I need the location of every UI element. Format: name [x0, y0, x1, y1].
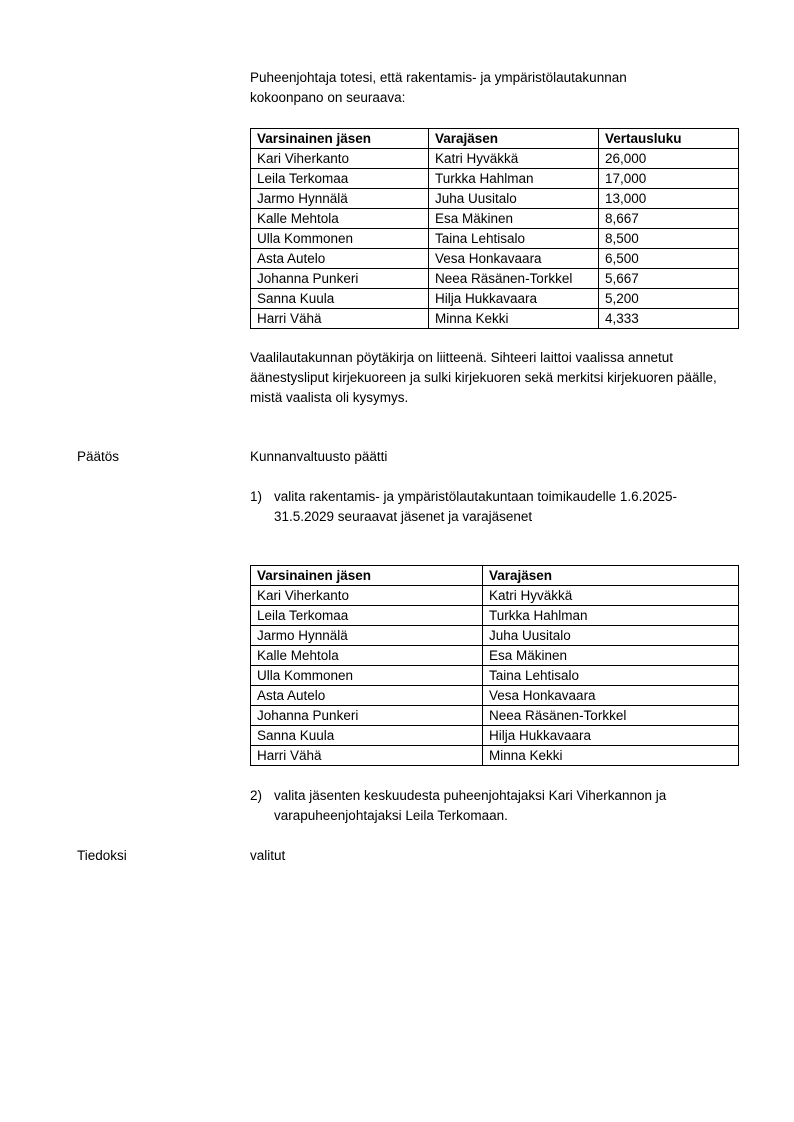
- table-cell: Esa Mäkinen: [483, 646, 739, 666]
- table-cell: 4,333: [599, 309, 739, 329]
- table-cell: Kari Viherkanto: [251, 586, 483, 606]
- table-cell: Turkka Hahlman: [429, 169, 599, 189]
- composition-table: [250, 128, 739, 329]
- table-cell: 8,500: [599, 229, 739, 249]
- table-cell: Taina Lehtisalo: [483, 666, 739, 686]
- table-cell: Kalle Mehtola: [251, 646, 483, 666]
- column-header: Varajäsen: [483, 566, 739, 586]
- table-row: [251, 249, 739, 269]
- table-cell: Harri Vähä: [251, 746, 483, 766]
- table-cell: Kari Viherkanto: [251, 149, 429, 169]
- table-cell: Hilja Hukkavaara: [429, 289, 599, 309]
- table-cell: Leila Terkomaa: [251, 169, 429, 189]
- members-table-body: [251, 586, 739, 766]
- column-header: Vertausluku: [599, 129, 739, 149]
- table-cell: 5,200: [599, 289, 739, 309]
- table-cell: Kalle Mehtola: [251, 209, 429, 229]
- table-cell: Juha Uusitalo: [429, 189, 599, 209]
- table-cell: 8,667: [599, 209, 739, 229]
- decision-label: Päätös: [77, 449, 120, 464]
- table-row: [251, 229, 739, 249]
- table-cell: Sanna Kuula: [251, 289, 429, 309]
- table-cell: Asta Autelo: [251, 249, 429, 269]
- table-row: [251, 726, 739, 746]
- table-cell: Leila Terkomaa: [251, 606, 483, 626]
- table-cell: Johanna Punkeri: [251, 706, 483, 726]
- table-cell: Ulla Kommonen: [251, 666, 483, 686]
- table-cell: Turkka Hahlman: [483, 606, 739, 626]
- table-row: [251, 149, 739, 169]
- column-header: Varsinainen jäsen: [251, 129, 429, 149]
- table-cell: Esa Mäkinen: [429, 209, 599, 229]
- table-cell: 13,000: [599, 189, 739, 209]
- table-cell: Harri Vähä: [251, 309, 429, 329]
- column-header: Varajäsen: [429, 129, 599, 149]
- list-number: 1): [250, 489, 263, 504]
- table-cell: Asta Autelo: [251, 686, 483, 706]
- table-row: [251, 586, 739, 606]
- table-row: [251, 686, 739, 706]
- table-cell: Katri Hyväkkä: [483, 586, 739, 606]
- table-cell: Jarmo Hynnälä: [251, 189, 429, 209]
- table-cell: Hilja Hukkavaara: [483, 726, 739, 746]
- table-row: [251, 169, 739, 189]
- table-row: [251, 309, 739, 329]
- info-text: valitut: [250, 848, 286, 863]
- table-cell: Neea Räsänen-Torkkel: [483, 706, 739, 726]
- table-header-row: [251, 566, 739, 586]
- table-cell: Taina Lehtisalo: [429, 229, 599, 249]
- minutes-paragraph: Vaalilautakunnan pöytäkirja on liitteenä. Sihteeri laittoi vaalissa annetut äänestysliput kirjekuoreen ja sulki kirjekuoren sekä merkitsi kirjekuoren päälle, mistä vaalista oli kysymys.: [250, 350, 717, 405]
- table-cell: 6,500: [599, 249, 739, 269]
- table-row: [251, 646, 739, 666]
- list-number: 2): [250, 788, 263, 803]
- list-text: valita rakentamis- ja ympäristölautakuntaan toimikaudelle 1.6.2025-31.5.2029 seuraavat jäsenet ja varajäsenet: [274, 489, 677, 524]
- table-row: [251, 746, 739, 766]
- table-row: [251, 209, 739, 229]
- list-text: valita jäsenten keskuudesta puheenjohtajaksi Kari Viherkannon ja varapuheenjohtajaksi Leila Terkomaan.: [274, 788, 667, 823]
- decision-text: Kunnanvaltuusto päätti: [250, 449, 388, 464]
- info-label: Tiedoksi: [77, 848, 127, 863]
- composition-table-body: [251, 149, 739, 329]
- table-cell: 17,000: [599, 169, 739, 189]
- table-row: [251, 289, 739, 309]
- table-row: [251, 189, 739, 209]
- members-table: [250, 565, 739, 766]
- table-cell: 26,000: [599, 149, 739, 169]
- table-cell: Katri Hyväkkä: [429, 149, 599, 169]
- table-cell: 5,667: [599, 269, 739, 289]
- table-header-row: [251, 129, 739, 149]
- table-cell: Vesa Honkavaara: [429, 249, 599, 269]
- table-cell: Johanna Punkeri: [251, 269, 429, 289]
- intro-paragraph: Puheenjohtaja totesi, että rakentamis- ja ympäristölautakunnan kokoonpano on seuraava:: [250, 70, 627, 105]
- table-cell: Sanna Kuula: [251, 726, 483, 746]
- table-cell: Juha Uusitalo: [483, 626, 739, 646]
- table-cell: Neea Räsänen-Torkkel: [429, 269, 599, 289]
- table-cell: Jarmo Hynnälä: [251, 626, 483, 646]
- table-cell: Minna Kekki: [483, 746, 739, 766]
- table-cell: Minna Kekki: [429, 309, 599, 329]
- table-row: [251, 626, 739, 646]
- table-row: [251, 666, 739, 686]
- table-cell: Ulla Kommonen: [251, 229, 429, 249]
- table-row: [251, 606, 739, 626]
- table-row: [251, 269, 739, 289]
- column-header: Varsinainen jäsen: [251, 566, 483, 586]
- table-cell: Vesa Honkavaara: [483, 686, 739, 706]
- table-row: [251, 706, 739, 726]
